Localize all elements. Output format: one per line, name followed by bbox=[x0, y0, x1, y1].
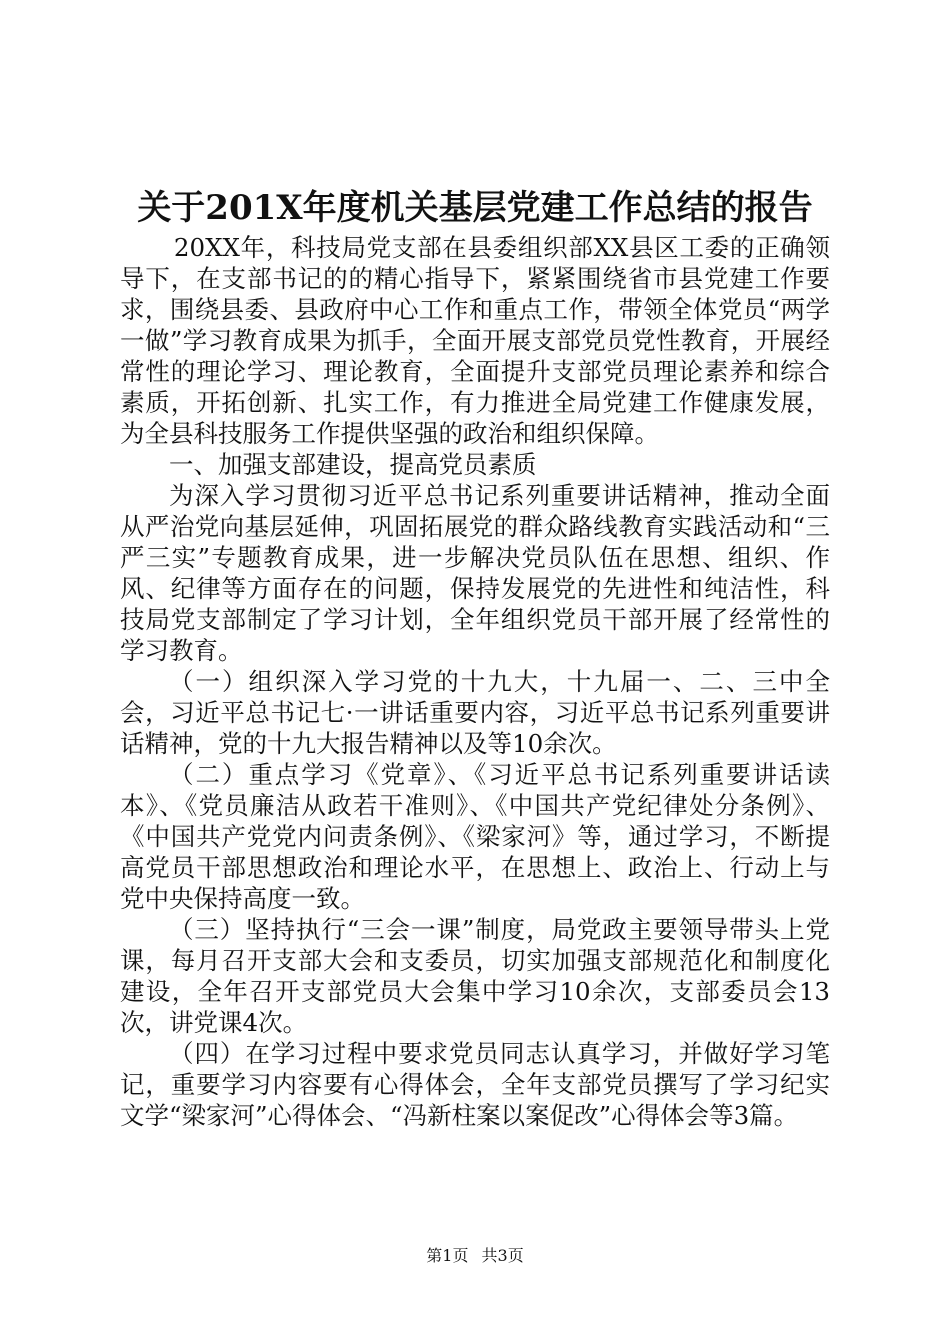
document-body bbox=[120, 232, 830, 1131]
document-title: 关于201X年度机关基层党建工作总结的报告 bbox=[137, 188, 813, 228]
section-heading: 一、加强支部建设，提高党员素质 bbox=[169, 450, 537, 479]
body-paragraph: 为深入学习贯彻习近平总书记系列重要讲话精神，推动全面从严治党向基层延伸，巩固拓展党的群众路线教育实践活动和“三严三实”专题教育成果，进一步解决党员队伍在思想、组织、作风、纪律等方面存在的问题，保持发展党的先进性和纯洁性，科技局党支部制定了学习计划，全年组织党员干部开展了经常性的学习教育。 bbox=[120, 481, 830, 665]
list-item-3: （三）坚持执行“三会一课”制度，局党政主要领导带头上党课，每月召开支部大会和支委员，切实加强支部规范化和制度化建设，全年召开支部党员大会集中学习10余次，支部委员会13次，讲党课4次。 bbox=[120, 915, 830, 1037]
page-total: 共3页 bbox=[481, 1246, 524, 1265]
list-item-4: （四）在学习过程中要求党员同志认真学习，并做好学习笔记，重要学习内容要有心得体会，全年支部党员撰写了学习纪实文学“梁家河”心得体会、“冯新柱案以案促改”心得体会等3篇。 bbox=[120, 1039, 830, 1130]
page-number: 第1页 bbox=[426, 1246, 469, 1265]
intro-paragraph: 20XX年，科技局党支部在县委组织部XX县区工委的正确领导下，在支部书记的的精心指导下，紧紧围绕省市县党建工作要求，围绕县委、县政府中心工作和重点工作，带领全体党员“两学一做”学习教育成果为抓手，全面开展支部党员党性教育，开展经常性的理论学习、理论教育，全面提升支部党员理论素养和综合素质，开拓创新、扎实工作，有力推进全局党建工作健康发展，为全县科技服务工作提供坚强的政治和组织保障。 bbox=[120, 233, 830, 448]
list-item-2: （二）重点学习《党章》、《习近平总书记系列重要讲话读本》、《党员廉洁从政若干准则》、《中国共产党纪律处分条例》、《中国共产党党内问责条例》、《梁家河》等，通过学习，不断提高党员干部思想政治和理论水平，在思想上、政治上、行动上与党中央保持高度一致。 bbox=[120, 760, 830, 913]
list-item-1: （一）组织深入学习党的十九大，十九届一、二、三中全会，习近平总书记七·一讲话重要内容，习近平总书记系列重要讲话精神，党的十九大报告精神以及等10余次。 bbox=[120, 667, 830, 758]
page-footer bbox=[0, 1244, 950, 1268]
